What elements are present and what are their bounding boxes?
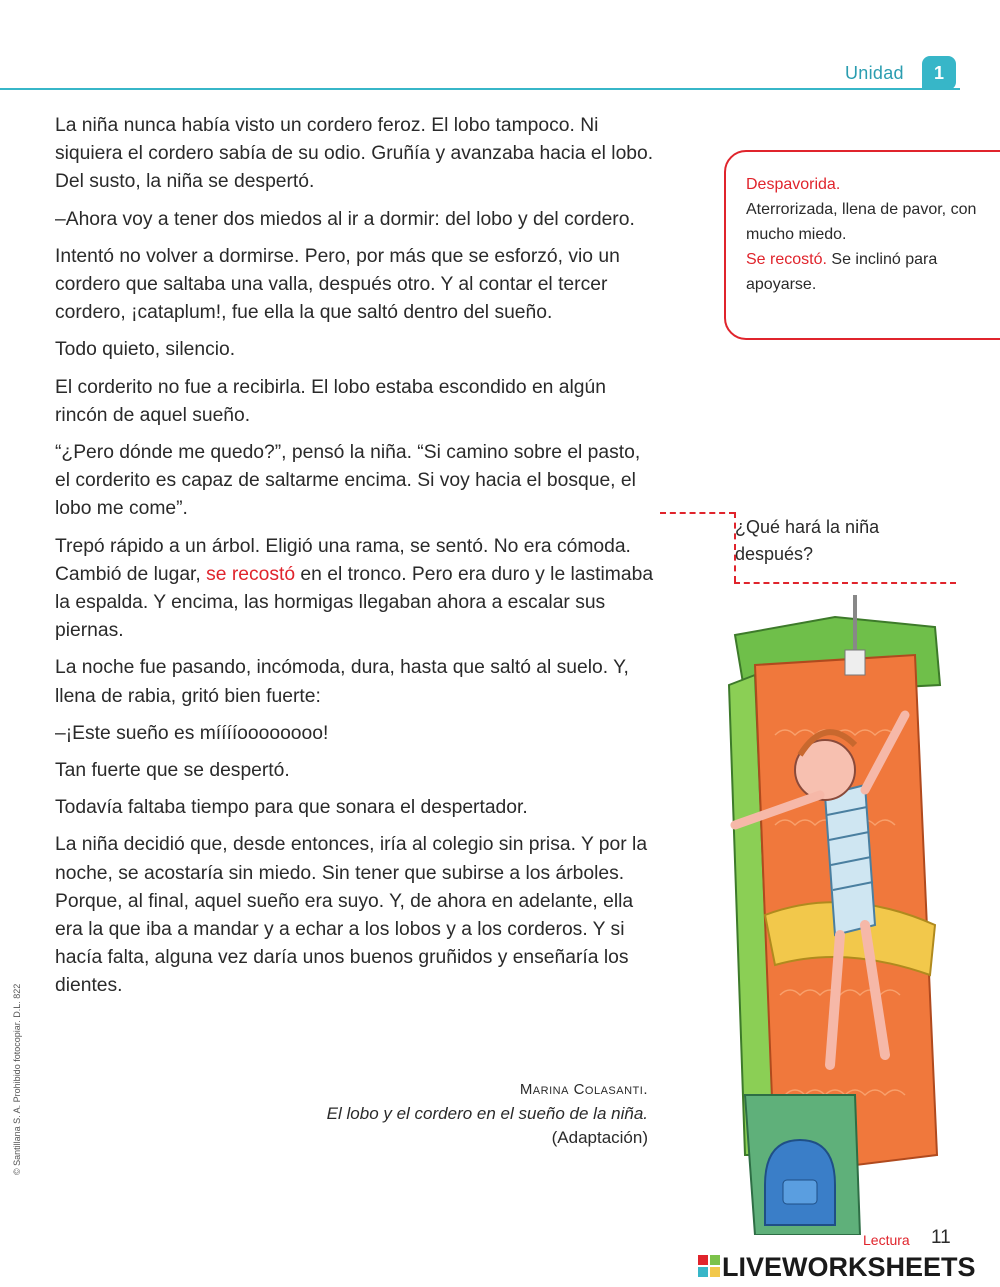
- story-paragraph: La niña decidió que, desde entonces, iría al colegio sin prisa. Y por la noche, se acostaría sin miedo. Sin tener que subirse a los árboles. Porque, al final, aquel sueño era suyo. Y, de ahora en adelante, ella era la que iba a mandar y a echar a los lobos y a los corderos. Y si hacía falta, alguna vez daría unos buenos gruñidos y enseñaría los dientes.: [55, 834, 648, 997]
- glossary-term: Despavorida.: [746, 176, 841, 193]
- story-paragraph: El corderito no fue a recibirla. El lobo estaba escondido en algún rincón de aquel sueño.: [55, 376, 606, 426]
- story-paragraph: Todo quieto, silencio.: [55, 339, 236, 361]
- prediction-question: ¿Qué hará la niña después?: [735, 517, 880, 564]
- author-name: Marina Colasanti.: [519, 1081, 648, 1098]
- glossary-highlight: se recostó: [206, 563, 296, 585]
- story-text-run: en el tronco. Pero era duro y le lastimaba la espalda. Y encima, las hormigas llegaban ahora a escalar sus piernas.: [55, 563, 654, 642]
- girl-on-bed-illustration: [715, 595, 965, 1235]
- glossary-term: Se recostó.: [746, 251, 827, 268]
- story-paragraph: [55, 533, 655, 646]
- header-rule: [0, 88, 960, 90]
- liveworksheets-icon: [698, 1255, 720, 1277]
- section-label: Lectura: [863, 1232, 910, 1248]
- story-paragraph: –Ahora voy a tener dos miedos al ir a dormir: del lobo y del cordero.: [55, 208, 635, 230]
- unit-label: Unidad: [845, 63, 904, 83]
- copyright-notice: © Santillana S. A. Prohibido fotocopiar. D.L. 822: [12, 983, 22, 1175]
- story-paragraph: La niña nunca había visto un cordero feroz. El lobo tampoco. Ni siquiera el cordero sabía de su odio. Gruñía y avanzaba hacia el lobo. Del susto, la niña se despertó.: [55, 115, 654, 193]
- page-number: 11: [931, 1227, 951, 1248]
- story-paragraph: Tan fuerte que se despertó.: [55, 760, 290, 782]
- story-paragraph: “¿Pero dónde me quedo?”, pensó la niña. “Si camino sobre el pasto, el corderito es capaz de saltarme encima. Si voy hacia el bosque, el lobo me come”.: [55, 442, 641, 520]
- story-text: [55, 112, 655, 1010]
- story-text-run: Trepó rápido a un árbol. Eligió una rama, se sentó. No era cómoda. Cambió de lugar,: [55, 535, 631, 585]
- question-border: [660, 512, 735, 514]
- attribution: [230, 1078, 648, 1150]
- liveworksheets-logo[interactable]: [698, 1252, 998, 1282]
- glossary-box: [724, 150, 1000, 340]
- glossary-definition: Aterrorizada, llena de pavor, con mucho miedo.: [746, 201, 977, 243]
- story-paragraph: Intentó no volver a dormirse. Pero, por más que se esforzó, vio un cordero que saltaba una valla, después otro. Y al contar el tercer cordero, ¡cataplum!, fue ella la que saltó dentro del sueño.: [55, 245, 620, 324]
- story-paragraph: Todavía faltaba tiempo para que sonara el despertador.: [55, 797, 528, 819]
- question-border: [734, 582, 956, 584]
- adaptation-note: (Adaptación): [551, 1128, 648, 1147]
- liveworksheets-wordmark: LIVEWORKSHEETS: [722, 1252, 976, 1282]
- book-title: El lobo y el cordero en el sueño de la niña.: [326, 1104, 648, 1123]
- glossary-definition: Se inclinó para apoyarse.: [746, 251, 938, 293]
- unit-number-badge: 1: [922, 56, 956, 90]
- story-paragraph: –¡Este sueño es mííííoooooooo!: [55, 722, 329, 744]
- story-paragraph: La noche fue pasando, incómoda, dura, hasta que saltó al suelo. Y, llena de rabia, gritó bien fuerte:: [55, 657, 629, 707]
